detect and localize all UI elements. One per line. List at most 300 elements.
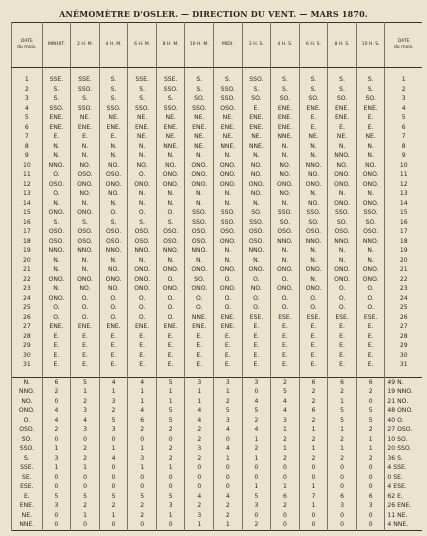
direction-cell: N. (71, 151, 100, 161)
direction-cell: ENE. (42, 322, 71, 332)
count-cell: 1 (299, 482, 328, 492)
direction-cell: N. (99, 199, 128, 209)
count-cell: 0 (356, 511, 385, 521)
count-cell: 2 (185, 425, 214, 435)
date-cell: 16 (12, 218, 43, 228)
direction-cell: SO. (299, 94, 328, 104)
column-header: 6 H. M. (128, 23, 157, 68)
direction-cell: ONO. (356, 170, 385, 180)
direction-cell: E. (71, 132, 100, 142)
summary-row (12, 378, 423, 388)
total-cell: 0 SE. (385, 473, 422, 483)
direction-cell: ONO. (71, 275, 100, 285)
direction-label: SE. (12, 473, 43, 483)
count-cell: 2 (214, 397, 243, 407)
date-cell: 28 (12, 332, 43, 342)
direction-cell: S. (71, 218, 100, 228)
count-cell: 2 (128, 425, 157, 435)
count-cell: 1 (299, 425, 328, 435)
count-cell: 4 (71, 416, 100, 426)
direction-cell: NNO. (128, 246, 157, 256)
direction-cell: SSO. (271, 208, 300, 218)
count-cell: 1 (299, 501, 328, 511)
direction-cell: E. (71, 332, 100, 342)
direction-cell: NO. (299, 170, 328, 180)
count-cell: 2 (99, 406, 128, 416)
direction-cell: ENE. (242, 123, 271, 133)
direction-cell: N. (128, 256, 157, 266)
direction-cell: N. (271, 151, 300, 161)
direction-cell: O. (156, 275, 185, 285)
direction-cell: OSO. (156, 237, 185, 247)
summary-row (12, 492, 423, 502)
direction-cell: N. (156, 256, 185, 266)
summary-row (12, 482, 423, 492)
direction-cell: E. (299, 123, 328, 133)
direction-cell: E. (156, 351, 185, 361)
direction-cell: E. (156, 332, 185, 342)
direction-cell: E. (299, 322, 328, 332)
direction-cell: ONO. (242, 180, 271, 190)
direction-cell: NE. (185, 142, 214, 152)
date-cell: 31 (12, 360, 43, 370)
count-cell: 1 (356, 435, 385, 445)
direction-cell: NO. (99, 189, 128, 199)
direction-cell: OSO. (99, 170, 128, 180)
direction-cell: NE. (71, 113, 100, 123)
direction-cell: O. (328, 303, 357, 313)
direction-cell: E. (328, 332, 357, 342)
direction-cell: E. (185, 332, 214, 342)
count-cell: 3 (185, 378, 214, 388)
direction-cell: NO. (242, 170, 271, 180)
direction-cell: O. (242, 275, 271, 285)
summary-row (12, 511, 423, 521)
direction-cell: NO. (156, 161, 185, 171)
count-cell: 0 (42, 397, 71, 407)
direction-cell: N. (328, 189, 357, 199)
direction-cell: ONO. (328, 180, 357, 190)
direction-cell: S. (328, 85, 357, 95)
direction-cell: SSO. (356, 208, 385, 218)
count-cell: 1 (99, 511, 128, 521)
direction-cell: S. (185, 75, 214, 85)
direction-cell: O. (271, 294, 300, 304)
total-cell: 21 NO. (385, 397, 422, 407)
count-cell: 5 (128, 492, 157, 502)
direction-cell: ONO. (71, 180, 100, 190)
count-cell: 3 (242, 378, 271, 388)
count-cell: 0 (214, 463, 243, 473)
count-cell: 0 (328, 482, 357, 492)
count-cell: 2 (356, 387, 385, 397)
direction-cell: E. (271, 351, 300, 361)
count-cell: 4 (42, 416, 71, 426)
direction-cell: N. (299, 275, 328, 285)
day-row (12, 180, 423, 190)
direction-label: O. (12, 416, 43, 426)
direction-cell: NO. (299, 199, 328, 209)
total-cell: 4 SSE. (385, 463, 422, 473)
count-cell: 1 (71, 511, 100, 521)
date-cell: 28 (385, 332, 422, 342)
count-cell: 1 (185, 520, 214, 530)
direction-cell: E. (271, 322, 300, 332)
direction-cell: E. (242, 332, 271, 342)
direction-cell: ENE. (214, 123, 243, 133)
direction-cell: NE. (328, 132, 357, 142)
direction-cell: ENE. (128, 322, 157, 332)
column-header: 2 H. M. (71, 23, 100, 68)
table-cell (99, 370, 128, 378)
count-cell: 6 (128, 416, 157, 426)
direction-cell: NNO. (242, 246, 271, 256)
direction-cell: N. (42, 142, 71, 152)
count-cell: 0 (328, 463, 357, 473)
date-cell: 18 (385, 237, 422, 247)
date-cell: 8 (385, 142, 422, 152)
column-header: 4 H. M. (99, 23, 128, 68)
direction-cell: ENE. (99, 322, 128, 332)
direction-cell: OSO. (356, 227, 385, 237)
total-cell: 4 ESE. (385, 482, 422, 492)
count-cell: 3 (214, 378, 243, 388)
direction-cell: N. (271, 199, 300, 209)
count-cell: 2 (185, 454, 214, 464)
date-cell: 25 (12, 303, 43, 313)
count-cell: 2 (328, 454, 357, 464)
direction-cell: N. (185, 151, 214, 161)
count-cell: 5 (156, 378, 185, 388)
direction-label: OSO. (12, 425, 43, 435)
count-cell: 0 (99, 463, 128, 473)
column-header: MINUIT. (42, 23, 71, 68)
direction-cell: O. (328, 284, 357, 294)
direction-cell: ONO. (71, 208, 100, 218)
column-header: 8 H. M. (156, 23, 185, 68)
count-cell: 5 (156, 492, 185, 502)
direction-cell: ENE. (214, 322, 243, 332)
direction-cell: NO. (356, 161, 385, 171)
direction-cell: O. (99, 294, 128, 304)
direction-cell: SO. (271, 94, 300, 104)
count-cell: 1 (156, 387, 185, 397)
direction-cell: ONO. (156, 265, 185, 275)
day-row (12, 208, 423, 218)
direction-cell: OSO. (185, 237, 214, 247)
summary-row (12, 397, 423, 407)
total-cell: 4 NNE. (385, 520, 422, 530)
direction-cell: NE. (214, 113, 243, 123)
direction-cell: OSO. (71, 227, 100, 237)
count-cell: 1 (185, 397, 214, 407)
count-cell: 0 (128, 435, 157, 445)
page-title: ANÉMOMÈTRE D'OSLER. — DIRECTION DU VENT. — MARS 1870. (59, 9, 368, 19)
direction-cell: N. (42, 199, 71, 209)
direction-cell: SSO. (214, 85, 243, 95)
direction-cell: E. (71, 341, 100, 351)
count-cell: 4 (214, 425, 243, 435)
date-cell: 30 (385, 351, 422, 361)
count-cell: 2 (299, 416, 328, 426)
count-cell: 0 (328, 511, 357, 521)
direction-label: N. (12, 378, 43, 388)
table-cell (299, 68, 328, 76)
direction-cell: OSO. (99, 237, 128, 247)
count-cell: 2 (42, 387, 71, 397)
date-cell: 9 (12, 151, 43, 161)
direction-cell: NO. (271, 170, 300, 180)
day-row (12, 294, 423, 304)
count-cell: 1 (214, 454, 243, 464)
direction-cell: S. (42, 85, 71, 95)
day-row (12, 161, 423, 171)
count-cell: 1 (242, 454, 271, 464)
direction-cell: NE. (214, 132, 243, 142)
direction-cell: N. (71, 199, 100, 209)
direction-cell: N. (214, 151, 243, 161)
count-cell: 1 (128, 387, 157, 397)
count-cell: 2 (71, 454, 100, 464)
count-cell: 3 (71, 425, 100, 435)
direction-cell: ONO. (356, 275, 385, 285)
direction-label: NE. (12, 511, 43, 521)
direction-cell: ONO. (185, 265, 214, 275)
direction-cell: OSO. (271, 227, 300, 237)
direction-cell: N. (299, 189, 328, 199)
count-cell: 2 (356, 425, 385, 435)
date-cell: 29 (385, 341, 422, 351)
direction-cell: E. (299, 341, 328, 351)
direction-cell: SSO. (242, 218, 271, 228)
direction-cell: O. (71, 313, 100, 323)
direction-cell: ENE. (71, 322, 100, 332)
table-cell (42, 370, 71, 378)
direction-cell: NNO. (356, 237, 385, 247)
direction-cell: OSO. (71, 237, 100, 247)
direction-label: SO. (12, 435, 43, 445)
count-cell: 4 (242, 397, 271, 407)
column-header: 2 H. S. (242, 23, 271, 68)
direction-cell: N. (242, 151, 271, 161)
direction-cell: S. (328, 75, 357, 85)
direction-cell: ESE. (328, 313, 357, 323)
direction-cell: ONO. (328, 275, 357, 285)
count-cell: 6 (271, 492, 300, 502)
date-cell: 20 (12, 256, 43, 266)
count-cell: 3 (128, 454, 157, 464)
direction-cell: N. (214, 246, 243, 256)
count-cell: 0 (42, 473, 71, 483)
count-cell: 0 (185, 473, 214, 483)
direction-cell: SSE. (156, 75, 185, 85)
date-cell: 6 (12, 123, 43, 133)
date-cell: 17 (385, 227, 422, 237)
count-cell: 2 (356, 454, 385, 464)
count-cell: 1 (271, 444, 300, 454)
direction-cell: N. (271, 256, 300, 266)
table-cell (242, 370, 271, 378)
count-cell: 0 (271, 520, 300, 530)
direction-cell: SSE. (128, 75, 157, 85)
direction-cell: SSO. (99, 104, 128, 114)
direction-cell: S. (42, 94, 71, 104)
direction-cell: S. (71, 94, 100, 104)
count-cell: 3 (328, 501, 357, 511)
direction-cell: OSO. (185, 227, 214, 237)
direction-cell: O. (99, 303, 128, 313)
direction-cell: SO. (242, 94, 271, 104)
count-cell: 1 (156, 463, 185, 473)
header-row (12, 23, 423, 68)
date-cell: 24 (12, 294, 43, 304)
date-cell: 13 (12, 189, 43, 199)
direction-cell: N. (71, 265, 100, 275)
count-cell: 3 (71, 406, 100, 416)
date-cell: 23 (385, 284, 422, 294)
direction-cell: NE. (156, 132, 185, 142)
count-cell: 5 (156, 406, 185, 416)
direction-cell: E. (214, 341, 243, 351)
direction-cell: O. (128, 170, 157, 180)
count-cell: 4 (242, 425, 271, 435)
direction-cell: ENE. (214, 313, 243, 323)
direction-cell: NNO. (271, 237, 300, 247)
count-cell: 5 (328, 406, 357, 416)
count-cell: 1 (328, 397, 357, 407)
count-cell: 1 (328, 444, 357, 454)
direction-cell: O. (185, 294, 214, 304)
summary-row (12, 473, 423, 483)
direction-cell: O. (42, 313, 71, 323)
direction-cell: ONO. (214, 237, 243, 247)
day-row (12, 284, 423, 294)
direction-cell: E. (356, 113, 385, 123)
direction-cell: ONO. (42, 294, 71, 304)
count-cell: 1 (71, 387, 100, 397)
total-cell: 20 SSO. (385, 444, 422, 454)
direction-cell: E. (214, 360, 243, 370)
summary-row (12, 454, 423, 464)
table-cell (299, 370, 328, 378)
count-cell: 4 (214, 444, 243, 454)
count-cell: 2 (185, 501, 214, 511)
count-cell: 0 (271, 511, 300, 521)
column-header: 10 H. M. (185, 23, 214, 68)
date-cell: 1 (385, 75, 422, 85)
direction-cell: OSO. (242, 227, 271, 237)
direction-cell: E. (71, 360, 100, 370)
direction-label: NNO. (12, 387, 43, 397)
table-cell (71, 370, 100, 378)
date-cell: 21 (12, 265, 43, 275)
direction-cell: NNE. (214, 142, 243, 152)
count-cell: 6 (299, 378, 328, 388)
direction-cell: E. (356, 351, 385, 361)
direction-cell: O. (42, 303, 71, 313)
direction-cell: SSO. (299, 208, 328, 218)
table-cell (356, 370, 385, 378)
direction-cell: SSO. (128, 104, 157, 114)
total-cell: 48 ONO. (385, 406, 422, 416)
direction-cell: OSO. (214, 227, 243, 237)
direction-cell: N. (156, 189, 185, 199)
count-cell: 4 (42, 406, 71, 416)
count-cell: 1 (271, 482, 300, 492)
date-cell: 15 (385, 208, 422, 218)
count-cell: 2 (299, 435, 328, 445)
count-cell: 2 (214, 501, 243, 511)
direction-cell: SSO. (214, 218, 243, 228)
direction-cell: NNO. (71, 246, 100, 256)
count-cell: 1 (271, 425, 300, 435)
direction-cell: NE. (128, 113, 157, 123)
direction-cell: E. (242, 341, 271, 351)
direction-cell: N. (328, 142, 357, 152)
table-cell (328, 370, 357, 378)
direction-cell: O. (356, 303, 385, 313)
direction-label: NNE. (12, 520, 43, 530)
count-cell: 2 (299, 397, 328, 407)
count-cell: 1 (214, 520, 243, 530)
direction-cell: OSO. (71, 170, 100, 180)
direction-cell: ENE. (328, 113, 357, 123)
direction-cell: ONO. (299, 180, 328, 190)
direction-cell: S. (299, 75, 328, 85)
direction-cell: OSO. (156, 227, 185, 237)
count-cell: 0 (128, 520, 157, 530)
direction-cell: O. (99, 208, 128, 218)
day-row (12, 104, 423, 114)
total-cell: 27 OSO. (385, 425, 422, 435)
direction-cell: NO. (99, 161, 128, 171)
direction-cell: ENE. (242, 113, 271, 123)
direction-cell: ONO. (156, 170, 185, 180)
direction-cell: O. (128, 208, 157, 218)
direction-cell: SO. (356, 218, 385, 228)
direction-cell: E. (328, 351, 357, 361)
direction-cell: ONO. (214, 265, 243, 275)
direction-cell: O. (242, 303, 271, 313)
day-row (12, 85, 423, 95)
direction-cell: E. (99, 332, 128, 342)
count-cell: 4 (185, 492, 214, 502)
count-cell: 0 (156, 482, 185, 492)
direction-cell: S. (356, 85, 385, 95)
direction-cell: O. (214, 303, 243, 313)
table-body (12, 68, 423, 531)
direction-cell: NNE. (156, 142, 185, 152)
date-cell: 15 (12, 208, 43, 218)
direction-cell: ONO. (185, 170, 214, 180)
direction-cell: S. (299, 85, 328, 95)
direction-cell: N. (356, 256, 385, 266)
direction-cell: E. (242, 322, 271, 332)
direction-cell: N. (128, 189, 157, 199)
table-cell (128, 68, 157, 76)
count-cell: 0 (214, 435, 243, 445)
count-cell: 5 (242, 406, 271, 416)
table-cell (156, 68, 185, 76)
direction-cell: O. (156, 313, 185, 323)
direction-cell: ONO. (242, 265, 271, 275)
table-cell (99, 68, 128, 76)
count-cell: 0 (356, 397, 385, 407)
direction-cell: ONO. (271, 265, 300, 275)
direction-cell: SSO. (328, 208, 357, 218)
day-row (12, 189, 423, 199)
table-cell (356, 68, 385, 76)
